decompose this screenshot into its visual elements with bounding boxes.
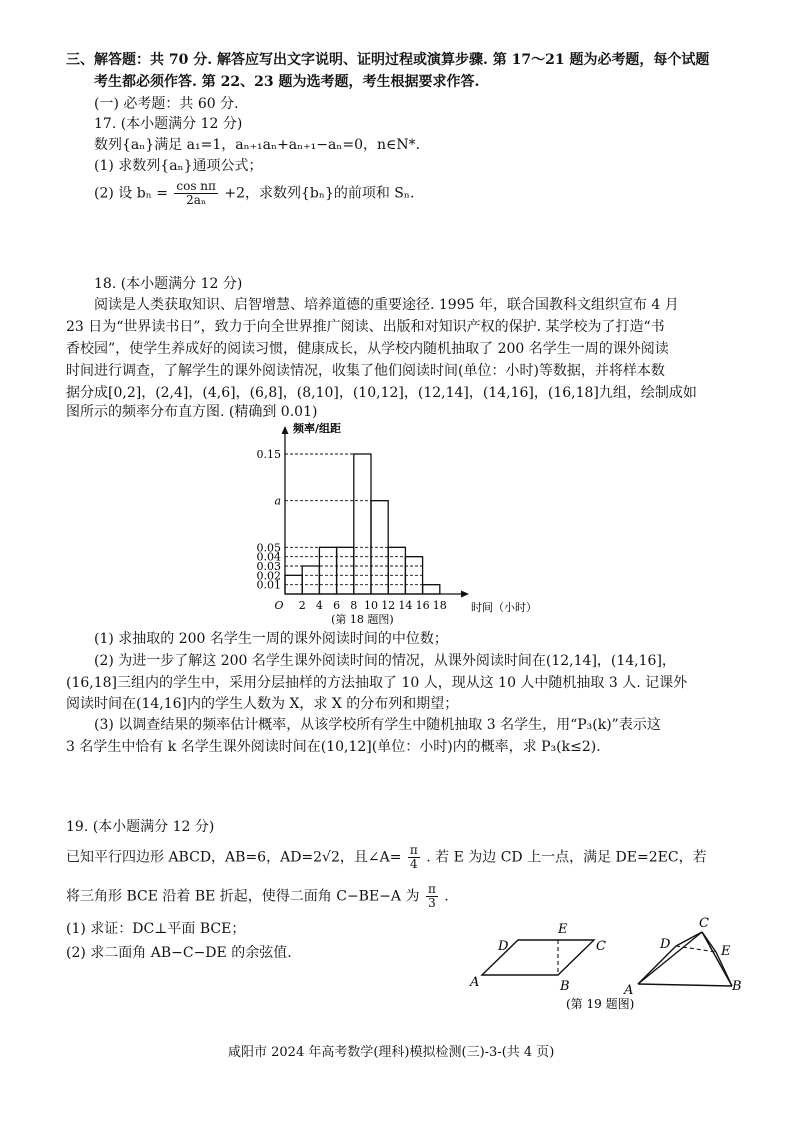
q18-para-line6: 图所示的频率分布直方图. (精确到 0.01) — [66, 404, 318, 420]
q18-para-line4: 时间进行调查，了解学生的课外阅读情况，收集了他们阅读时间(单位：小时)等数据，并将样本数 — [66, 363, 665, 379]
histogram-bar — [354, 454, 371, 594]
q19-stem-line1 — [66, 844, 707, 871]
histogram-bar — [388, 547, 405, 594]
y-tick-label: 0.05 — [256, 541, 281, 555]
edge-ce — [702, 932, 716, 952]
q19-angle-numerator: π — [409, 843, 418, 857]
histogram-bar — [319, 547, 336, 594]
q17-fraction — [174, 180, 218, 207]
q19-part2: (2) 求二面角 AB−C−DE 的余弦值. — [66, 945, 292, 961]
x-tick-label: 6 — [333, 599, 341, 612]
q18-question2-line1: (2) 为进一步了解这 200 名学生课外阅读时间的情况，从课外阅读时间在(12,14]，(14,16]， — [94, 653, 676, 669]
parallelogram-figure — [469, 922, 606, 994]
x-tick-label: 18 — [432, 599, 447, 612]
fig1-label-b: B — [560, 979, 570, 994]
q17-part2-suffix: +2，求数列{bₙ}的前项和 Sₙ. — [224, 185, 415, 202]
y-tick-label: a — [274, 494, 281, 508]
q18-question3-line2: 3 名学生中恰有 k 名学生课外阅读时间在(10,12](单位：小时)内的概率，求 P₃(k≤2). — [66, 739, 601, 755]
x-tick-label: 2 — [298, 599, 306, 612]
q17-stem: 数列{aₙ}满足 a₁=1，aₙ₊₁aₙ+aₙ₊₁−aₙ=0，n∈N*. — [94, 137, 421, 153]
q19-dihedral-fraction — [426, 883, 438, 910]
q18-question2-line2: (16,18]三组内的学生中，采用分层抽样的方法抽取了 10 人，现从这 10 人中随机抽取 3 人. 记课外 — [66, 675, 688, 691]
y-tick-label: 0.02 — [256, 569, 281, 583]
x-axis-arrow — [461, 591, 469, 598]
edge-dc — [676, 932, 702, 946]
fig2-label-b: B — [732, 979, 742, 994]
x-tick-label: 4 — [315, 599, 323, 612]
y-tick-label: 0.04 — [256, 550, 281, 564]
fig1-label-a: A — [470, 975, 480, 990]
x-tick-label: 14 — [398, 599, 413, 612]
q17-fraction-numerator: cos nπ — [176, 179, 216, 193]
fig2-label-d: D — [660, 937, 671, 952]
q18-question1: (1) 求抽取的 200 名学生一周的课外阅读时间的中位数； — [94, 631, 448, 647]
x-tick-label: 16 — [415, 599, 430, 612]
q19-dihedral-numerator: π — [427, 882, 436, 896]
q17-part2 — [94, 180, 414, 207]
q17-part1: (1) 求数列{aₙ}通项公式； — [94, 158, 263, 174]
y-axis-label: 频率/组距 — [293, 422, 342, 435]
q18-para-line2: 23 日为“世界读书日”，致力于向全世界推广阅读、出版和对知识产权的保护. 某学校为了打造“书 — [66, 319, 665, 335]
q18-header: 18. (本小题满分 12 分) — [94, 276, 243, 292]
histogram-bar — [337, 547, 354, 594]
y-tick-label: 0.03 — [256, 560, 281, 573]
required-label: (一) 必考题：共 60 分. — [94, 96, 239, 112]
folded-figure — [623, 916, 742, 998]
frequency-histogram — [240, 418, 560, 628]
fig2-label-e: E — [721, 944, 731, 959]
q17-header: 17. (本小题满分 12 分) — [94, 116, 243, 132]
y-tick-label: 0.01 — [256, 578, 281, 592]
q19-stem2-a: 将三角形 BCE 沿着 BE 折起，使得二面角 C−BE−A 为 — [66, 888, 420, 905]
q19-figure — [462, 900, 748, 1015]
q19-stem1-a: 已知平行四边形 ABCD，AB=6，AD=2√2，且∠A= — [66, 849, 402, 866]
q19-figure-caption: (第 19 题图) — [566, 997, 635, 1011]
q19-stem-line2 — [66, 883, 449, 910]
q18-para-line5: 据分成[0,2]，(2,4]，(4,6]，(6,8]，(8,10]，(10,12]，(12,14]，(14,16]，(16,18]九组，绘制成如 — [66, 385, 697, 401]
fig1-label-e: E — [558, 922, 568, 937]
q17-part2-prefix: (2) 设 bₙ = — [94, 185, 168, 202]
x-axis-label: 时间（小时） — [471, 601, 537, 614]
fig1-label-d: D — [498, 939, 509, 954]
q19-header: 19. (本小题满分 12 分) — [66, 819, 215, 835]
histogram-bar — [302, 566, 319, 594]
chart-caption: (第 18 题图) — [331, 613, 394, 626]
edge-ab — [638, 984, 732, 986]
q19-stem1-b: . 若 E 为边 CD 上一点，满足 DE=2EC，若 — [426, 849, 707, 866]
fig1-label-c: C — [596, 939, 606, 954]
q18-question2-line3: 阅读时间在(14,16]内的学生人数为 X，求 X 的分布列和期望； — [66, 696, 459, 712]
q18-para-line1: 阅读是人类获取知识、启智增慧、培养道德的重要途径. 1995 年，联合国教科文组织宣布 4 月 — [94, 297, 679, 313]
fig2-label-c: C — [699, 916, 709, 931]
q19-stem2-b: . — [444, 888, 449, 905]
y-axis-arrow — [282, 426, 289, 434]
q18-question3-line1: (3) 以调查结果的频率估计概率，从该学校所有学生中随机抽取 3 名学生，用“P₃(k)”表示这 — [94, 717, 661, 733]
q19-angle-denominator: 4 — [410, 857, 418, 871]
q17-fraction-denominator: 2aₙ — [186, 193, 207, 207]
q19-part1: (1) 求证：DC⊥平面 BCE； — [66, 921, 246, 937]
q19-angle-fraction — [408, 844, 420, 871]
q18-para-line3: 香校园”，使学生养成好的阅读习惯，健康成长，从学校内随机抽取了 200 名学生一周的课外阅读 — [66, 341, 669, 357]
y-tick-label: 0.15 — [256, 448, 281, 461]
q19-dihedral-denominator: 3 — [428, 896, 436, 910]
x-tick-label: 12 — [381, 599, 396, 612]
section-heading-line1: 三、解答题：共 70 分. 解答应写出文字说明、证明过程或演算步骤. 第 17～21 题为必考题，每个试题 — [66, 52, 710, 68]
histogram-bar — [423, 585, 440, 594]
fig2-label-a: A — [624, 983, 634, 998]
x-tick-label: 8 — [350, 599, 358, 612]
section-heading-line2: 考生都必须作答. 第 22、23 题为选考题，考生根据要求作答. — [94, 74, 480, 90]
origin-label: O — [274, 599, 284, 612]
x-tick-label: 10 — [364, 599, 378, 612]
page-footer: 咸阳市 2024 年高考数学(理科)模拟检测(三)-3-(共 4 页) — [228, 1045, 555, 1060]
